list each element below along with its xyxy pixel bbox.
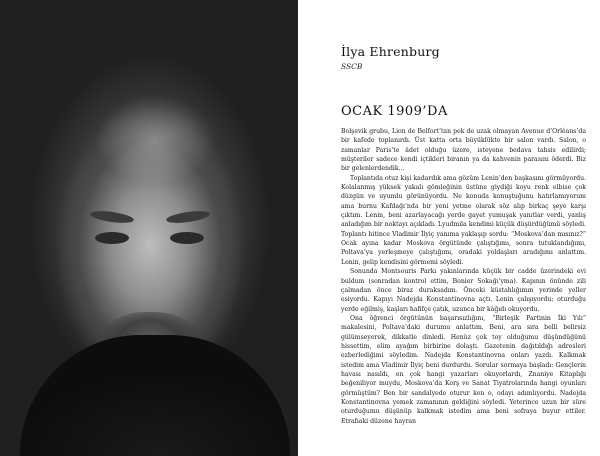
head-highlight [95, 95, 215, 185]
author-country: SSCB [341, 62, 363, 71]
paragraph: Ona öğrenci örgütünün başarısızlığını, “Birleşik Partinin İki Yılı” makalesini, Poltava’daki durumu anlattım. Beni, ara sıra belli belirsiz gülümseyerek, dikkatle dinledi. Henüz çok toy olduğumu düşündüğünü hissettim, elim ayağım birbirine dolaştı. Gazetenin dağıtıldığı adresleri ezberlediğimi söyledim. Nadejda Konstantinovna onları yazdı. Kalkmak istedim ama Vladimir İlyiç beni durdurdu. Sorular sormaya başladı: Gençlerin havası nasıldı, en çok hangi yazarları okuyorlardı, Znaniye Kitaplığı beğeniliyor muydu, Moskova’da Korş ve Sanat Tiyatrolarında hangi oyunları görmüştüm? Ben bir sandalyede oturur ken o, odayı adımlıyordu. Nadejda Konstantinovna yemek zamanının geldiğini söyledi. Yeterince uzun bir süre oturduğumu düşünüp kalkmak istedim ama beni sofraya buyur ettiler. Etrafıaki düzene hayran [341, 314, 586, 425]
portrait-photo [0, 0, 298, 456]
left-eye [95, 232, 129, 244]
shoulders [20, 335, 290, 456]
paragraph: Sonunda Montsouris Parkı yakınlarında küçük bir cadde üzerindeki evi buldum (sonradan kontrol ettim, Bonier Sokağı’yma). Kapının önünde zili çalmadan önce biraz duraksadım. Önceki küstahlığımın yerinde yeller esiyordu. Kapıyı Nadejda Konstantinovna açtı. Lenin çalışıyordu; oturduğu yerde eğilmiş, kaşları hafifçe çatık, uzunca bir kâğıdı okuyordu. [341, 268, 586, 313]
author-name: İlya Ehrenburg [341, 44, 440, 59]
body-text [341, 127, 586, 449]
right-eye [170, 232, 204, 244]
paragraph: Bolşevik grubu, Lion de Belfort’tan pek de uzak olmayan Avenue d’Orléans’da bir kafede toplanırdı. Üst katta orta büyüklükte bir salon vardı. Salon, o zamanlar Paris’te âdet olduğu üzere, isteyene bedava tahsis edilirdi; müşteriler sadece kendi içtikleri biranın ya da kahvenin parasını öderdi. Biz bir gelenlerdendik... [341, 128, 586, 173]
paragraph: Toplantıda otuz kişi kadardık ama gözüm Lenin’den başkasını görmüyordu. Kolalanmış yüksek yakalı gömleğinin üstüne giydiği koyu renk elbise çok düzgün ve uyumlu görünüyordu. Ne konuda konuştuğunu hatırlamıyorum ama burnu Kafdağı’nda bir yeni yetme olarak söz alıp birkaç şeye karşı çıktım. Lenin, beni azarlayacağı yerde gayet yumuşak yanıtlar verdi, yanlış anladığım bir noktayı açıkladı. Lyudmila kendimi küçük düşürdüğümü söyledi. Toplantı bitince Vladimir İlyiç yanıma yaklaşıp sordu: “Moskova’dan mısınız?” Ocak ayına kadar Moskova örgütünde çalıştığımı, sonra tutuklandığımı, Poltava’ya yerleşmeye çalıştığımı, oradaki yoldaşları aradığımı anlattım. Lenin, gelip kendisini görmemi söyledi. [341, 174, 586, 266]
chapter-title: OCAK 1909’DA [341, 104, 448, 119]
left-brow [90, 209, 135, 225]
text-page [298, 0, 600, 456]
right-brow [166, 209, 211, 225]
